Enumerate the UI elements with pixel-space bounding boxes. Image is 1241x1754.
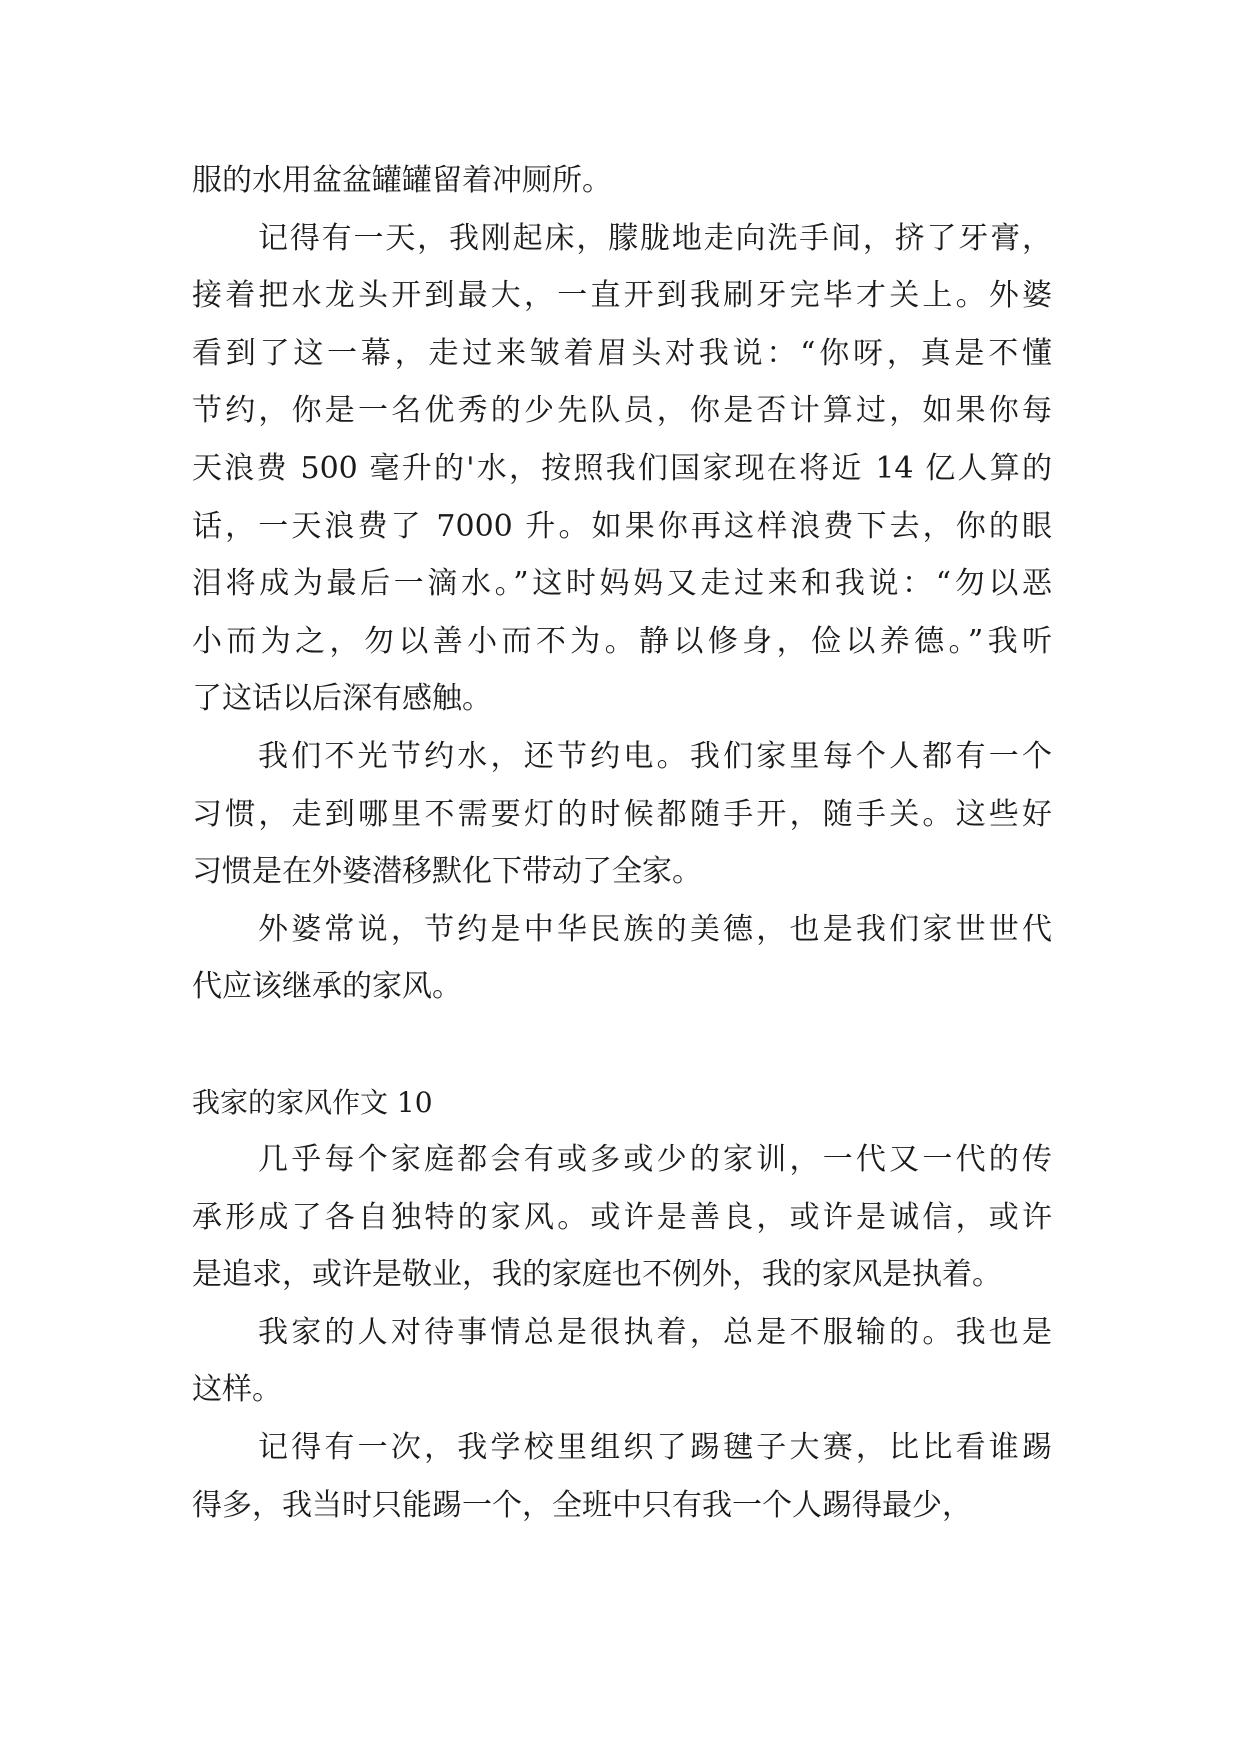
paragraph-gap bbox=[192, 1016, 1052, 1074]
text-line: 服的水用盆盆罐罐留着冲厕所。 bbox=[192, 163, 612, 198]
text-line: 得多，我当时只能踢一个，全班中只有我一个人踢得最少， bbox=[192, 1487, 972, 1523]
text-line: 外婆常说，节约是中华民族的美德，也是我们家世世代 bbox=[258, 911, 1052, 947]
document-body bbox=[192, 152, 1052, 1534]
section-heading bbox=[192, 1074, 1052, 1132]
text-line: 接着把水龙头开到最大，一直开到我刷牙完毕才关上。外婆 bbox=[192, 278, 1052, 314]
paragraph bbox=[192, 1304, 1052, 1419]
text-line: 承形成了各自独特的家风。或许是善良，或许是诚信，或许 bbox=[192, 1199, 1052, 1235]
paragraph bbox=[192, 901, 1052, 1016]
paragraph bbox=[192, 1419, 1052, 1534]
text-line: 习惯是在外婆潜移默化下带动了全家。 bbox=[192, 854, 702, 890]
text-line: 记得有一次，我学校里组织了踢毽子大赛，比比看谁踢 bbox=[258, 1430, 1052, 1466]
text-line: 习惯，走到哪里不需要灯的时候都随手开，随手关。这些好 bbox=[192, 796, 1052, 832]
text-line: 我家的家风作文 10 bbox=[192, 1085, 433, 1119]
text-line: 小而为之，勿以善小而不为。静以修身，俭以养德。”我听 bbox=[192, 623, 1052, 659]
paragraph bbox=[192, 210, 1052, 728]
text-line: 代应该继承的家风。 bbox=[192, 969, 462, 1005]
text-line: 泪将成为最后一滴水。”这时妈妈又走过来和我说：“勿以恶 bbox=[192, 566, 1052, 602]
paragraph bbox=[192, 728, 1052, 901]
text-line: 几乎每个家庭都会有或多或少的家训，一代又一代的传 bbox=[258, 1142, 1052, 1178]
text-line: 话，一天浪费了 7000 升。如果你再这样浪费下去，你的眼 bbox=[192, 508, 1052, 544]
text-line: 记得有一天，我刚起床，朦胧地走向洗手间，挤了牙膏， bbox=[258, 220, 1052, 256]
paragraph bbox=[192, 1131, 1052, 1304]
text-line: 我家的人对待事情总是很执着，总是不服输的。我也是 bbox=[258, 1314, 1052, 1350]
text-line: 天浪费 500 毫升的'水，按照我们国家现在将近 14 亿人算的 bbox=[192, 450, 1052, 486]
text-line: 这样。 bbox=[192, 1372, 282, 1408]
paragraph bbox=[192, 152, 1052, 210]
text-line: 是追求，或许是敬业，我的家庭也不例外，我的家风是执着。 bbox=[192, 1257, 1002, 1293]
text-line: 了这话以后深有感触。 bbox=[192, 681, 492, 717]
text-line: 节约，你是一名优秀的少先队员，你是否计算过，如果你每 bbox=[192, 393, 1052, 429]
text-line: 看到了这一幕，走过来皱着眉头对我说：“你呀，真是不懂 bbox=[192, 335, 1052, 371]
text-line: 我们不光节约水，还节约电。我们家里每个人都有一个 bbox=[258, 738, 1052, 774]
